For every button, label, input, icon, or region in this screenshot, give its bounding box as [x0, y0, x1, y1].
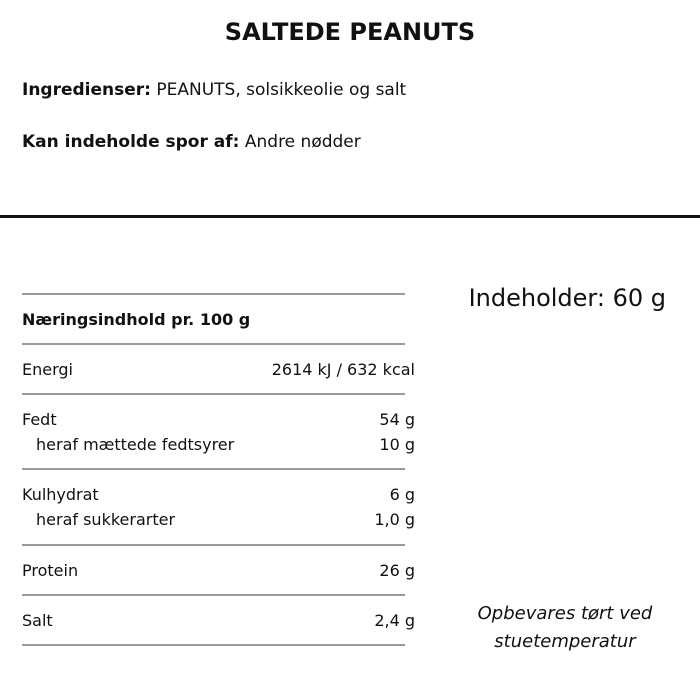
storage-instructions — [460, 600, 670, 656]
row-label: heraf mættede fedtsyrer — [36, 435, 235, 454]
nutrition-header-text: Næringsindhold pr. 100 g — [22, 310, 251, 329]
table-divider — [22, 594, 405, 596]
ingredients-value: PEANUTS, solsikkeolie og salt — [156, 80, 407, 100]
net-weight: Indeholder: 60 g — [468, 284, 666, 312]
table-row — [22, 485, 415, 504]
traces-label: Kan indeholde spor af: — [22, 132, 240, 152]
row-label: Kulhydrat — [22, 485, 99, 504]
table-row — [22, 561, 415, 580]
row-label: Protein — [22, 561, 79, 580]
row-value: 2,4 g — [374, 611, 415, 630]
traces-value: Andre nødder — [244, 132, 361, 152]
storage-line-2: stuetemperatur — [494, 631, 636, 652]
ingredients-label: Ingredienser: — [22, 80, 151, 100]
row-label: heraf sukkerarter — [36, 510, 176, 529]
table-row — [22, 410, 415, 429]
row-value: 10 g — [379, 435, 415, 454]
table-row — [22, 510, 415, 529]
table-divider — [22, 468, 405, 470]
ingredients — [22, 80, 406, 100]
row-label: Salt — [22, 611, 53, 630]
product-title: SALTEDE PEANUTS — [224, 18, 476, 46]
nutrition-header — [22, 310, 415, 329]
table-divider — [22, 293, 405, 295]
section-divider — [0, 215, 700, 218]
row-value: 54 g — [379, 410, 415, 429]
row-label: Energi — [22, 360, 73, 379]
row-label: Fedt — [22, 410, 57, 429]
table-divider — [22, 393, 405, 395]
row-value: 26 g — [379, 561, 415, 580]
row-value: 1,0 g — [374, 510, 415, 529]
table-divider — [22, 544, 405, 546]
table-divider — [22, 644, 405, 646]
traces — [22, 132, 361, 152]
table-row — [22, 360, 415, 379]
row-value: 2614 kJ / 632 kcal — [271, 360, 415, 379]
storage-line-1: Opbevares tørt ved — [477, 603, 653, 624]
table-divider — [22, 343, 405, 345]
row-value: 6 g — [389, 485, 415, 504]
table-row — [22, 611, 415, 630]
table-row — [22, 435, 415, 454]
